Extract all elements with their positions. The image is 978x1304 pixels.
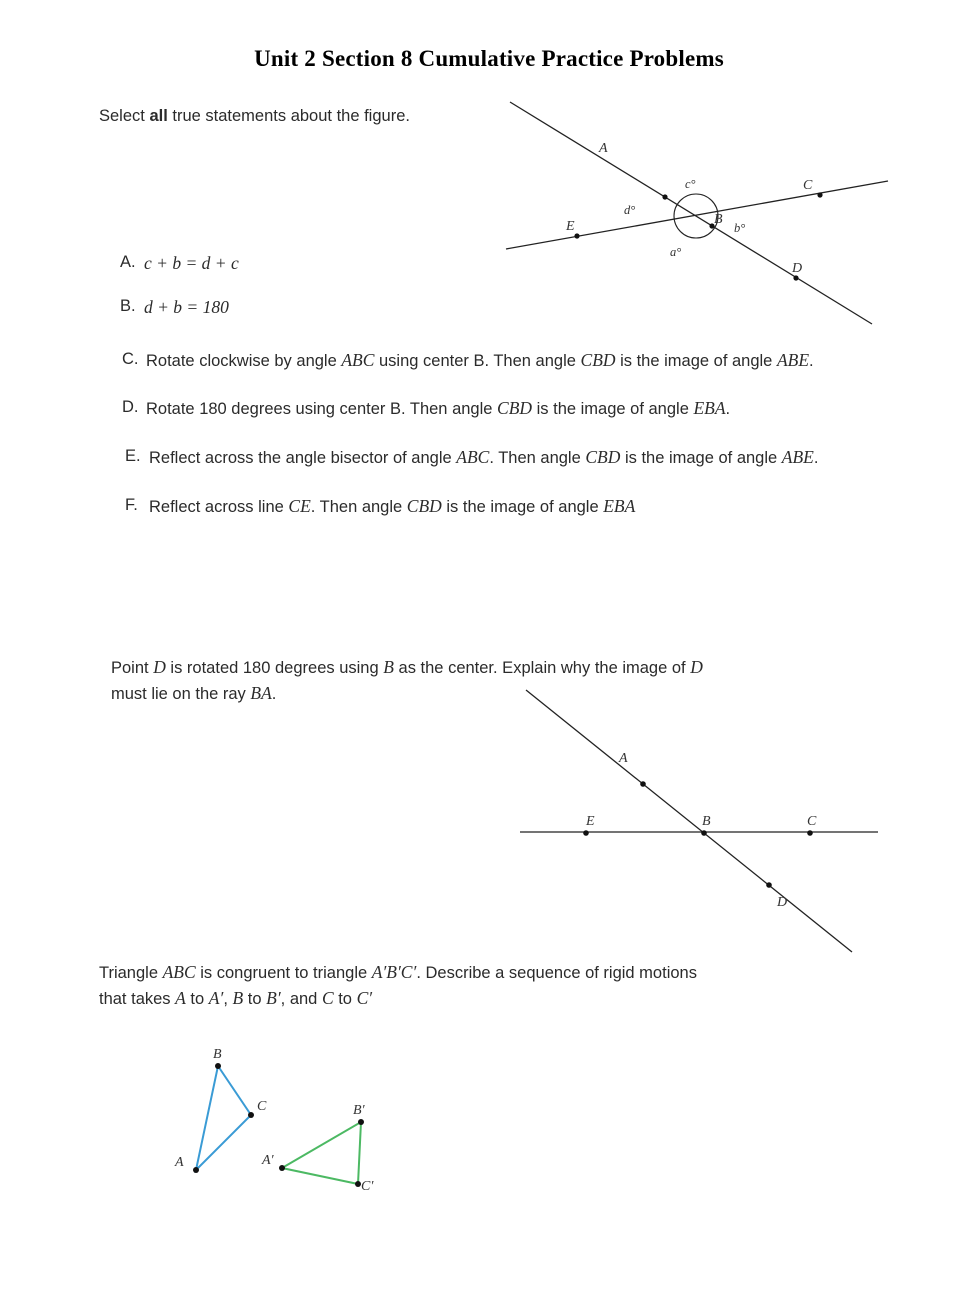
figure-2-label-c: C (807, 814, 817, 829)
q2-l1-p5: D (690, 657, 703, 677)
choice-f-letter: F. (125, 495, 138, 514)
point-e-dot-2 (583, 830, 589, 836)
choice-c-text: Rotate clockwise by angle ABC using center B. Then angle CBD is the image of angle ABE. (146, 349, 814, 370)
q3-l2-p5: B (232, 987, 244, 1008)
choice-a-letter: A. (120, 253, 136, 271)
point-b-prime-dot (358, 1119, 364, 1125)
point-a-dot-2 (640, 781, 646, 787)
q3-l2-p3: A′ (208, 987, 224, 1008)
point-d-dot-2 (766, 882, 772, 888)
choice-f-text: Reflect across line CE. Then angle CBD is the image of angle EBA (149, 495, 636, 516)
q3-l2-p1: A (175, 987, 186, 1008)
choice-d-text: Rotate 180 degrees using center B. Then angle CBD is the image of angle EBA. (146, 398, 731, 419)
q3-l1-p4: . Describe a sequence of rigid motions (416, 964, 697, 982)
q2-l1-p4: as the center. Explain why the image of (393, 659, 691, 677)
question-2-figure (500, 680, 900, 965)
q3-l2-p0: that takes (99, 989, 176, 1008)
choice-f[interactable] (125, 493, 825, 520)
q2-l1-p0: Point (111, 659, 154, 677)
q3-l2-p8: , and (280, 989, 322, 1008)
choice-c-letter: C. (122, 349, 139, 368)
point-a-dot-3 (193, 1167, 199, 1173)
question-1-prompt (99, 105, 519, 129)
figure-3-svg (96, 1030, 456, 1205)
choice-b-text: d + b = 180 (144, 297, 229, 318)
q2-l2-p0: must lie on the ray (111, 684, 251, 703)
figure-1-angle-c: c° (685, 177, 696, 191)
figure-2-svg (500, 680, 900, 965)
figure-3-label-b-prime: B′ (353, 1103, 365, 1118)
choice-d-letter: D. (122, 398, 139, 417)
line-e-c (506, 181, 888, 249)
q3-l2-p6: to (243, 989, 267, 1008)
q3-l1-p2: is congruent to triangle (195, 964, 372, 982)
point-a-dot (662, 194, 667, 199)
q2-l1-p1: D (153, 657, 166, 677)
point-a-prime-dot (279, 1165, 285, 1171)
q1-prompt-post: true statements about the figure. (167, 107, 410, 125)
point-b-dot-2 (701, 830, 707, 836)
figure-3-label-c-prime: C′ (361, 1179, 374, 1194)
page-title: Unit 2 Section 8 Cumulative Practice Problems (254, 46, 724, 71)
figure-2-label-d: D (777, 895, 788, 910)
q3-l1-p1: ABC (162, 962, 196, 982)
choice-a[interactable] (120, 250, 860, 276)
q3-l2-p10: to (333, 989, 357, 1008)
choice-e-text: Reflect across the angle bisector of angle ABC. Then angle CBD is the image of angle ABE. (149, 447, 819, 467)
q2-l1-p3: B (383, 657, 394, 677)
point-b-dot-3 (215, 1063, 221, 1069)
line-a-d-2 (526, 690, 852, 952)
figure-3-label-a-prime: A′ (262, 1153, 274, 1168)
figure-1-angle-b: b° (734, 221, 746, 235)
figure-1-angle-d: d° (624, 203, 636, 217)
q3-l2-p9: C (321, 987, 334, 1008)
figure-3-label-a: A (175, 1155, 184, 1170)
q1-prompt-emphasis: all (149, 107, 168, 125)
figure-1-label-c: C (803, 178, 813, 193)
question-3-prompt (99, 960, 859, 1012)
figure-1-label-a: A (599, 141, 608, 156)
question-3-line-1 (99, 960, 859, 986)
figure-1-label-b: B (714, 212, 723, 227)
choice-b-letter: B. (120, 297, 136, 316)
choice-c[interactable] (122, 347, 852, 374)
q3-l2-p11: C′ (356, 987, 373, 1008)
figure-1-angle-a: a° (670, 245, 682, 259)
point-c-dot (817, 192, 822, 197)
question-3-figure (96, 1030, 456, 1205)
q3-l2-p2: to (185, 989, 209, 1008)
q2-l2-p1: BA (250, 682, 272, 703)
figure-1-label-e: E (566, 219, 575, 234)
question-1-choices (120, 250, 860, 536)
question-3-line-2 (99, 986, 859, 1012)
q2-l2-p2: . (271, 684, 277, 703)
point-e-dot (574, 233, 579, 238)
point-c-dot-2 (807, 830, 813, 836)
choice-e-letter: E. (125, 447, 141, 465)
figure-2-label-e: E (586, 814, 595, 829)
choice-a-text: c + b = d + c (144, 253, 239, 273)
q3-l2-p4: , (223, 989, 233, 1008)
q1-prompt-pre: Select (99, 107, 150, 125)
choice-b[interactable] (120, 294, 860, 320)
q3-l1-p3: A′B′C′ (371, 962, 417, 982)
choice-d[interactable] (122, 395, 822, 422)
q3-l1-p0: Triangle (99, 964, 163, 982)
figure-2-label-b: B (702, 814, 711, 829)
figure-3-label-c: C (257, 1099, 267, 1114)
figure-1-label-d: D (792, 261, 803, 276)
choice-e[interactable] (125, 444, 853, 471)
q2-l1-p2: is rotated 180 degrees using (165, 659, 384, 677)
figure-2-label-a: A (619, 751, 628, 766)
triangle-abc (196, 1066, 251, 1170)
question-2-line-1 (111, 655, 831, 681)
point-c-dot-3 (248, 1112, 254, 1118)
triangle-a-prime-b-prime-c-prime (282, 1122, 361, 1184)
q3-l2-p7: B′ (266, 987, 281, 1008)
figure-3-label-b: B (213, 1047, 222, 1062)
